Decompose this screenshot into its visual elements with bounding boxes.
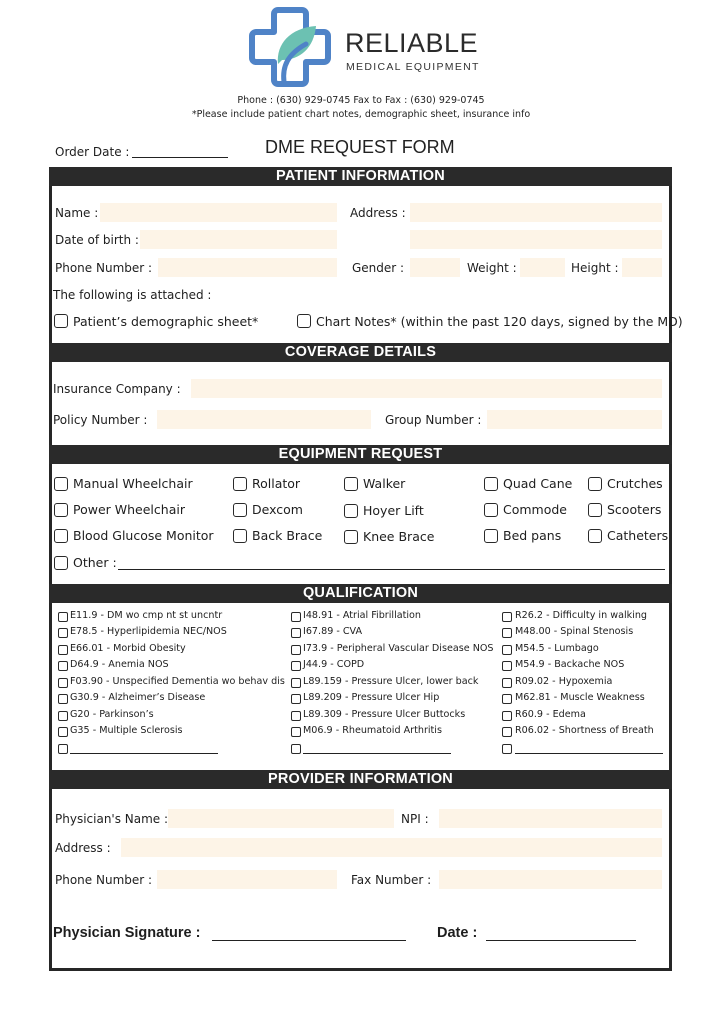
equipment-label: Catheters bbox=[607, 528, 669, 543]
gender-field[interactable] bbox=[410, 258, 460, 277]
contact-note: *Please include patient chart notes, demographic sheet, insurance info bbox=[191, 109, 531, 120]
diagnosis-label: M54.5 - Lumbago bbox=[515, 643, 599, 654]
chart-notes-label: Chart Notes* (within the past 120 days, signed by the MD) bbox=[316, 314, 683, 329]
physician-signature-label: Physician Signature : bbox=[53, 925, 201, 941]
diagnosis-label: G35 - Multiple Sclerosis bbox=[70, 725, 183, 736]
diagnosis-checkbox[interactable] bbox=[291, 711, 301, 721]
section-header-coverage: COVERAGE DETAILS bbox=[49, 343, 672, 362]
diagnosis-checkbox[interactable] bbox=[291, 727, 301, 737]
equipment-label: Blood Glucose Monitor bbox=[73, 528, 214, 543]
diagnosis-label: R60.9 - Edema bbox=[515, 709, 586, 720]
scooters-checkbox[interactable] bbox=[588, 503, 602, 517]
signature-date-field[interactable] bbox=[486, 940, 636, 941]
back-brace-checkbox[interactable] bbox=[233, 529, 247, 543]
diagnosis-label: M06.9 - Rheumatoid Arthritis bbox=[303, 725, 442, 736]
gender-label: Gender : bbox=[352, 261, 405, 275]
diagnosis-label: I48.91 - Atrial Fibrillation bbox=[303, 610, 421, 621]
equipment-label: Knee Brace bbox=[363, 529, 435, 544]
contact-phone-line: Phone : (630) 929-0745 Fax to Fax : (630) 929-0745 bbox=[237, 95, 485, 106]
diagnosis-label: E66.01 - Morbid Obesity bbox=[70, 643, 186, 654]
diagnosis-checkbox[interactable] bbox=[291, 678, 301, 688]
diagnosis-other-checkbox[interactable] bbox=[291, 744, 301, 754]
catheters-checkbox[interactable] bbox=[588, 529, 602, 543]
height-field[interactable] bbox=[622, 258, 662, 277]
diagnosis-label: L89.209 - Pressure Ulcer Hip bbox=[303, 692, 440, 703]
provider-address-label: Address : bbox=[55, 841, 111, 855]
policy-field[interactable] bbox=[157, 410, 371, 429]
order-date-label: Order Date : bbox=[55, 145, 130, 159]
power-wheelchair-checkbox[interactable] bbox=[54, 503, 68, 517]
equipment-label: Hoyer Lift bbox=[363, 503, 424, 518]
brand-subtitle: MEDICAL EQUIPMENT bbox=[346, 61, 480, 73]
equipment-label: Scooters bbox=[607, 502, 662, 517]
diagnosis-label: M62.81 - Muscle Weakness bbox=[515, 692, 645, 703]
group-label: Group Number : bbox=[385, 413, 482, 427]
other-equipment-checkbox[interactable] bbox=[54, 556, 68, 570]
medical-cross-icon bbox=[248, 4, 336, 92]
npi-label: NPI : bbox=[401, 812, 429, 826]
weight-label: Weight : bbox=[467, 261, 517, 275]
hoyer-lift-checkbox[interactable] bbox=[344, 504, 358, 518]
demographic-sheet-checkbox[interactable] bbox=[54, 314, 68, 328]
equipment-label: Rollator bbox=[252, 476, 301, 491]
equipment-label: Quad Cane bbox=[503, 476, 573, 491]
bed-pans-checkbox[interactable] bbox=[484, 529, 498, 543]
diagnosis-checkbox[interactable] bbox=[502, 678, 512, 688]
diagnosis-label: I67.89 - CVA bbox=[303, 626, 363, 637]
insurance-label: Insurance Company : bbox=[53, 382, 181, 396]
diagnosis-label: I73.9 - Peripheral Vascular Disease NOS bbox=[303, 643, 494, 654]
diagnosis-checkbox[interactable] bbox=[58, 711, 68, 721]
address-field-line1[interactable] bbox=[410, 203, 662, 222]
demographic-sheet-label: Patient’s demographic sheet* bbox=[73, 314, 259, 329]
section-header-patient: PATIENT INFORMATION bbox=[49, 167, 672, 186]
section-header-qualification: QUALIFICATION bbox=[49, 584, 672, 603]
diagnosis-checkbox[interactable] bbox=[291, 645, 301, 655]
diagnosis-checkbox[interactable] bbox=[291, 694, 301, 704]
order-date-field[interactable] bbox=[132, 157, 228, 158]
diagnosis-label: R09.02 - Hypoxemia bbox=[515, 676, 613, 687]
diagnosis-label: L89.309 - Pressure Ulcer Buttocks bbox=[303, 709, 466, 720]
section-header-provider: PROVIDER INFORMATION bbox=[49, 770, 672, 789]
insurance-field[interactable] bbox=[191, 379, 662, 398]
dexcom-checkbox[interactable] bbox=[233, 503, 247, 517]
crutches-checkbox[interactable] bbox=[588, 477, 602, 491]
commode-checkbox[interactable] bbox=[484, 503, 498, 517]
knee-brace-checkbox[interactable] bbox=[344, 530, 358, 544]
height-label: Height : bbox=[571, 261, 619, 275]
diagnosis-label: J44.9 - COPD bbox=[303, 659, 365, 670]
name-label: Name : bbox=[55, 206, 99, 220]
blood-glucose-monitor-checkbox[interactable] bbox=[54, 529, 68, 543]
manual-wheelchair-checkbox[interactable] bbox=[54, 477, 68, 491]
diagnosis-label: M54.9 - Backache NOS bbox=[515, 659, 625, 670]
provider-phone-field[interactable] bbox=[157, 870, 337, 889]
dob-field[interactable] bbox=[140, 230, 337, 249]
equipment-label: Power Wheelchair bbox=[73, 502, 185, 517]
equipment-label: Back Brace bbox=[252, 528, 323, 543]
page-title: DME REQUEST FORM bbox=[265, 137, 455, 157]
physician-name-label: Physician's Name : bbox=[55, 812, 169, 826]
diagnosis-label: R06.02 - Shortness of Breath bbox=[515, 725, 654, 736]
section-header-equipment: EQUIPMENT REQUEST bbox=[49, 445, 672, 464]
equipment-label: Walker bbox=[363, 476, 406, 491]
brand-name: RELIABLE bbox=[345, 28, 479, 58]
diagnosis-checkbox[interactable] bbox=[502, 727, 512, 737]
diagnosis-checkbox[interactable] bbox=[502, 711, 512, 721]
diagnosis-checkbox[interactable] bbox=[502, 612, 512, 622]
physician-name-field[interactable] bbox=[168, 809, 394, 828]
equipment-label: Crutches bbox=[607, 476, 663, 491]
physician-signature-field[interactable] bbox=[212, 940, 406, 941]
other-equipment-label: Other : bbox=[73, 555, 117, 570]
rollator-checkbox[interactable] bbox=[233, 477, 247, 491]
weight-field[interactable] bbox=[520, 258, 565, 277]
policy-label: Policy Number : bbox=[53, 413, 148, 427]
address-field-line2[interactable] bbox=[410, 230, 662, 249]
equipment-label: Commode bbox=[503, 502, 568, 517]
diagnosis-label: F03.90 - Unspecified Dementia wo behav dis bbox=[70, 676, 285, 687]
npi-field[interactable] bbox=[439, 809, 662, 828]
diagnosis-checkbox[interactable] bbox=[502, 661, 512, 671]
diagnosis-checkbox[interactable] bbox=[58, 612, 68, 622]
diagnosis-other-field[interactable] bbox=[70, 753, 218, 754]
diagnosis-checkbox[interactable] bbox=[58, 694, 68, 704]
chart-notes-checkbox[interactable] bbox=[297, 314, 311, 328]
diagnosis-label: G30.9 - Alzheimer’s Disease bbox=[70, 692, 206, 703]
equipment-label: Manual Wheelchair bbox=[73, 476, 193, 491]
diagnosis-checkbox[interactable] bbox=[291, 661, 301, 671]
quad-cane-checkbox[interactable] bbox=[484, 477, 498, 491]
diagnosis-label: D64.9 - Anemia NOS bbox=[70, 659, 169, 670]
signature-date-label: Date : bbox=[437, 925, 478, 941]
walker-checkbox[interactable] bbox=[344, 477, 358, 491]
diagnosis-checkbox[interactable] bbox=[502, 645, 512, 655]
diagnosis-other-checkbox[interactable] bbox=[502, 744, 512, 754]
diagnosis-checkbox[interactable] bbox=[502, 694, 512, 704]
diagnosis-label: E11.9 - DM wo cmp nt st uncntr bbox=[70, 610, 223, 621]
diagnosis-checkbox[interactable] bbox=[58, 645, 68, 655]
diagnosis-checkbox[interactable] bbox=[58, 727, 68, 737]
diagnosis-checkbox[interactable] bbox=[291, 612, 301, 622]
diagnosis-other-checkbox[interactable] bbox=[58, 744, 68, 754]
diagnosis-checkbox[interactable] bbox=[502, 628, 512, 638]
name-field[interactable] bbox=[100, 203, 337, 222]
diagnosis-checkbox[interactable] bbox=[58, 661, 68, 671]
other-equipment-field[interactable] bbox=[118, 569, 665, 570]
provider-fax-field[interactable] bbox=[439, 870, 662, 889]
dob-label: Date of birth : bbox=[55, 233, 139, 247]
diagnosis-checkbox[interactable] bbox=[291, 628, 301, 638]
phone-field[interactable] bbox=[158, 258, 337, 277]
diagnosis-checkbox[interactable] bbox=[58, 678, 68, 688]
group-field[interactable] bbox=[487, 410, 662, 429]
diagnosis-label: G20 - Parkinson’s bbox=[70, 709, 154, 720]
phone-label: Phone Number : bbox=[55, 261, 153, 275]
provider-fax-label: Fax Number : bbox=[351, 873, 432, 887]
equipment-label: Bed pans bbox=[503, 528, 562, 543]
diagnosis-other-field[interactable] bbox=[515, 753, 663, 754]
address-label: Address : bbox=[350, 206, 406, 220]
attached-label: The following is attached : bbox=[53, 288, 212, 302]
diagnosis-other-field[interactable] bbox=[303, 753, 451, 754]
diagnosis-checkbox[interactable] bbox=[58, 628, 68, 638]
diagnosis-label: M48.00 - Spinal Stenosis bbox=[515, 626, 634, 637]
provider-phone-label: Phone Number : bbox=[55, 873, 153, 887]
provider-address-field[interactable] bbox=[121, 838, 662, 857]
diagnosis-label: L89.159 - Pressure Ulcer, lower back bbox=[303, 676, 479, 687]
diagnosis-label: E78.5 - Hyperlipidemia NEC/NOS bbox=[70, 626, 227, 637]
diagnosis-label: R26.2 - Difficulty in walking bbox=[515, 610, 648, 621]
equipment-label: Dexcom bbox=[252, 502, 303, 517]
